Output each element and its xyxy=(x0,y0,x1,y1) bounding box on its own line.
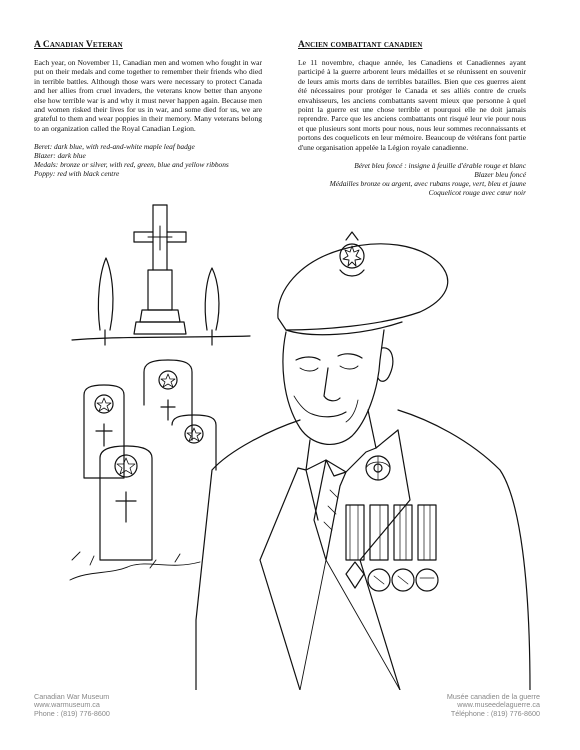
english-color-medals: Medals: bronze or silver, with red, green, blue and yellow ribbons xyxy=(34,160,229,170)
french-body: Le 11 novembre, chaque année, les Canadiens et Canadiennes ayant participé à la guerre arborent leurs médailles et se réunissent en souvenir de leurs amis morts dans de terribles batailles. Bien que ces guerres aient été nécessaires pour protéger le Canada et ses alliés contre de cruels envahisseurs, les anciens combattants savent mieux que personne à quel point la guerre est une chose terrible et pourquoi elle ne doit jamais reprendre. Parce que les anciens combattants ont risqué leur vie pour nous et que plusieurs sont morts pour nous, nous leur sommes reconnaissants et portons des coquelicots en leur mémoire. Beaucoup de vétérans font partie d'une organisation appelée la Légion royale canadienne. xyxy=(298,58,526,152)
footer-french xyxy=(447,693,540,718)
footer-french-phone: Téléphone : (819) 776-8600 xyxy=(450,708,540,718)
veteran-figure xyxy=(196,232,530,690)
footer-french-url[interactable]: www.museedelaguerre.ca xyxy=(457,700,540,710)
french-color-guide xyxy=(298,161,526,197)
french-title: Ancien combattant canadien xyxy=(298,40,423,50)
headstone-right xyxy=(172,415,216,470)
footer-english xyxy=(34,693,110,718)
footer-english-name: Canadian War Museum xyxy=(34,692,110,701)
footer-french-name: Musée canadien de la guerre xyxy=(446,692,540,701)
tree-right xyxy=(205,268,219,330)
tree-left xyxy=(98,258,113,330)
english-color-guide xyxy=(34,142,262,178)
english-title: A Canadian Veteran xyxy=(34,40,123,50)
medals-icon xyxy=(346,505,438,591)
headstone-back xyxy=(144,360,192,440)
english-body: Each year, on November 11, Canadian men and women who fought in war put on their medals and come together to remember their friends who died in terrible battles. Although those wars were necessary to protect Canada and her allies from cruel invaders, the veterans know better than anyone else how terrible war is and why it must never happen again. Because men and women risked their lives for us in war, and some died for us, we are grateful to them and wear poppies in their memory. Many veterans belong to an organization called the Royal Canadian Legion. xyxy=(34,58,262,133)
veteran-illustration xyxy=(0,200,580,690)
english-color-beret: Beret: dark blue, with red-and-white maple leaf badge xyxy=(34,142,195,152)
grass xyxy=(70,552,200,580)
english-color-poppy: Poppy: red with black centre xyxy=(34,169,120,179)
french-color-poppy: Coquelicot rouge avec cœur noir xyxy=(428,188,526,198)
horizon xyxy=(72,336,250,340)
striped-tie xyxy=(314,460,346,560)
footer-english-phone: Phone : (819) 776-8600 xyxy=(34,708,110,718)
footer-english-url[interactable]: www.warmuseum.ca xyxy=(34,700,100,710)
french-color-medals: Médailles bronze ou argent, avec rubans rouge, vert, bleu et jaune xyxy=(329,179,526,189)
headstone-front xyxy=(100,446,152,560)
maple-leaf-badge-icon xyxy=(340,232,364,276)
french-color-blazer: Blazer bleu foncé xyxy=(474,170,526,180)
french-color-beret: Béret bleu foncé : insigne à feuille d'érable rouge et blanc xyxy=(354,161,526,171)
poppy-icon xyxy=(366,456,390,480)
memorial-cross-icon xyxy=(134,205,186,334)
english-color-blazer: Blazer: dark blue xyxy=(34,151,86,161)
english-column xyxy=(34,40,262,178)
french-column xyxy=(298,40,526,197)
